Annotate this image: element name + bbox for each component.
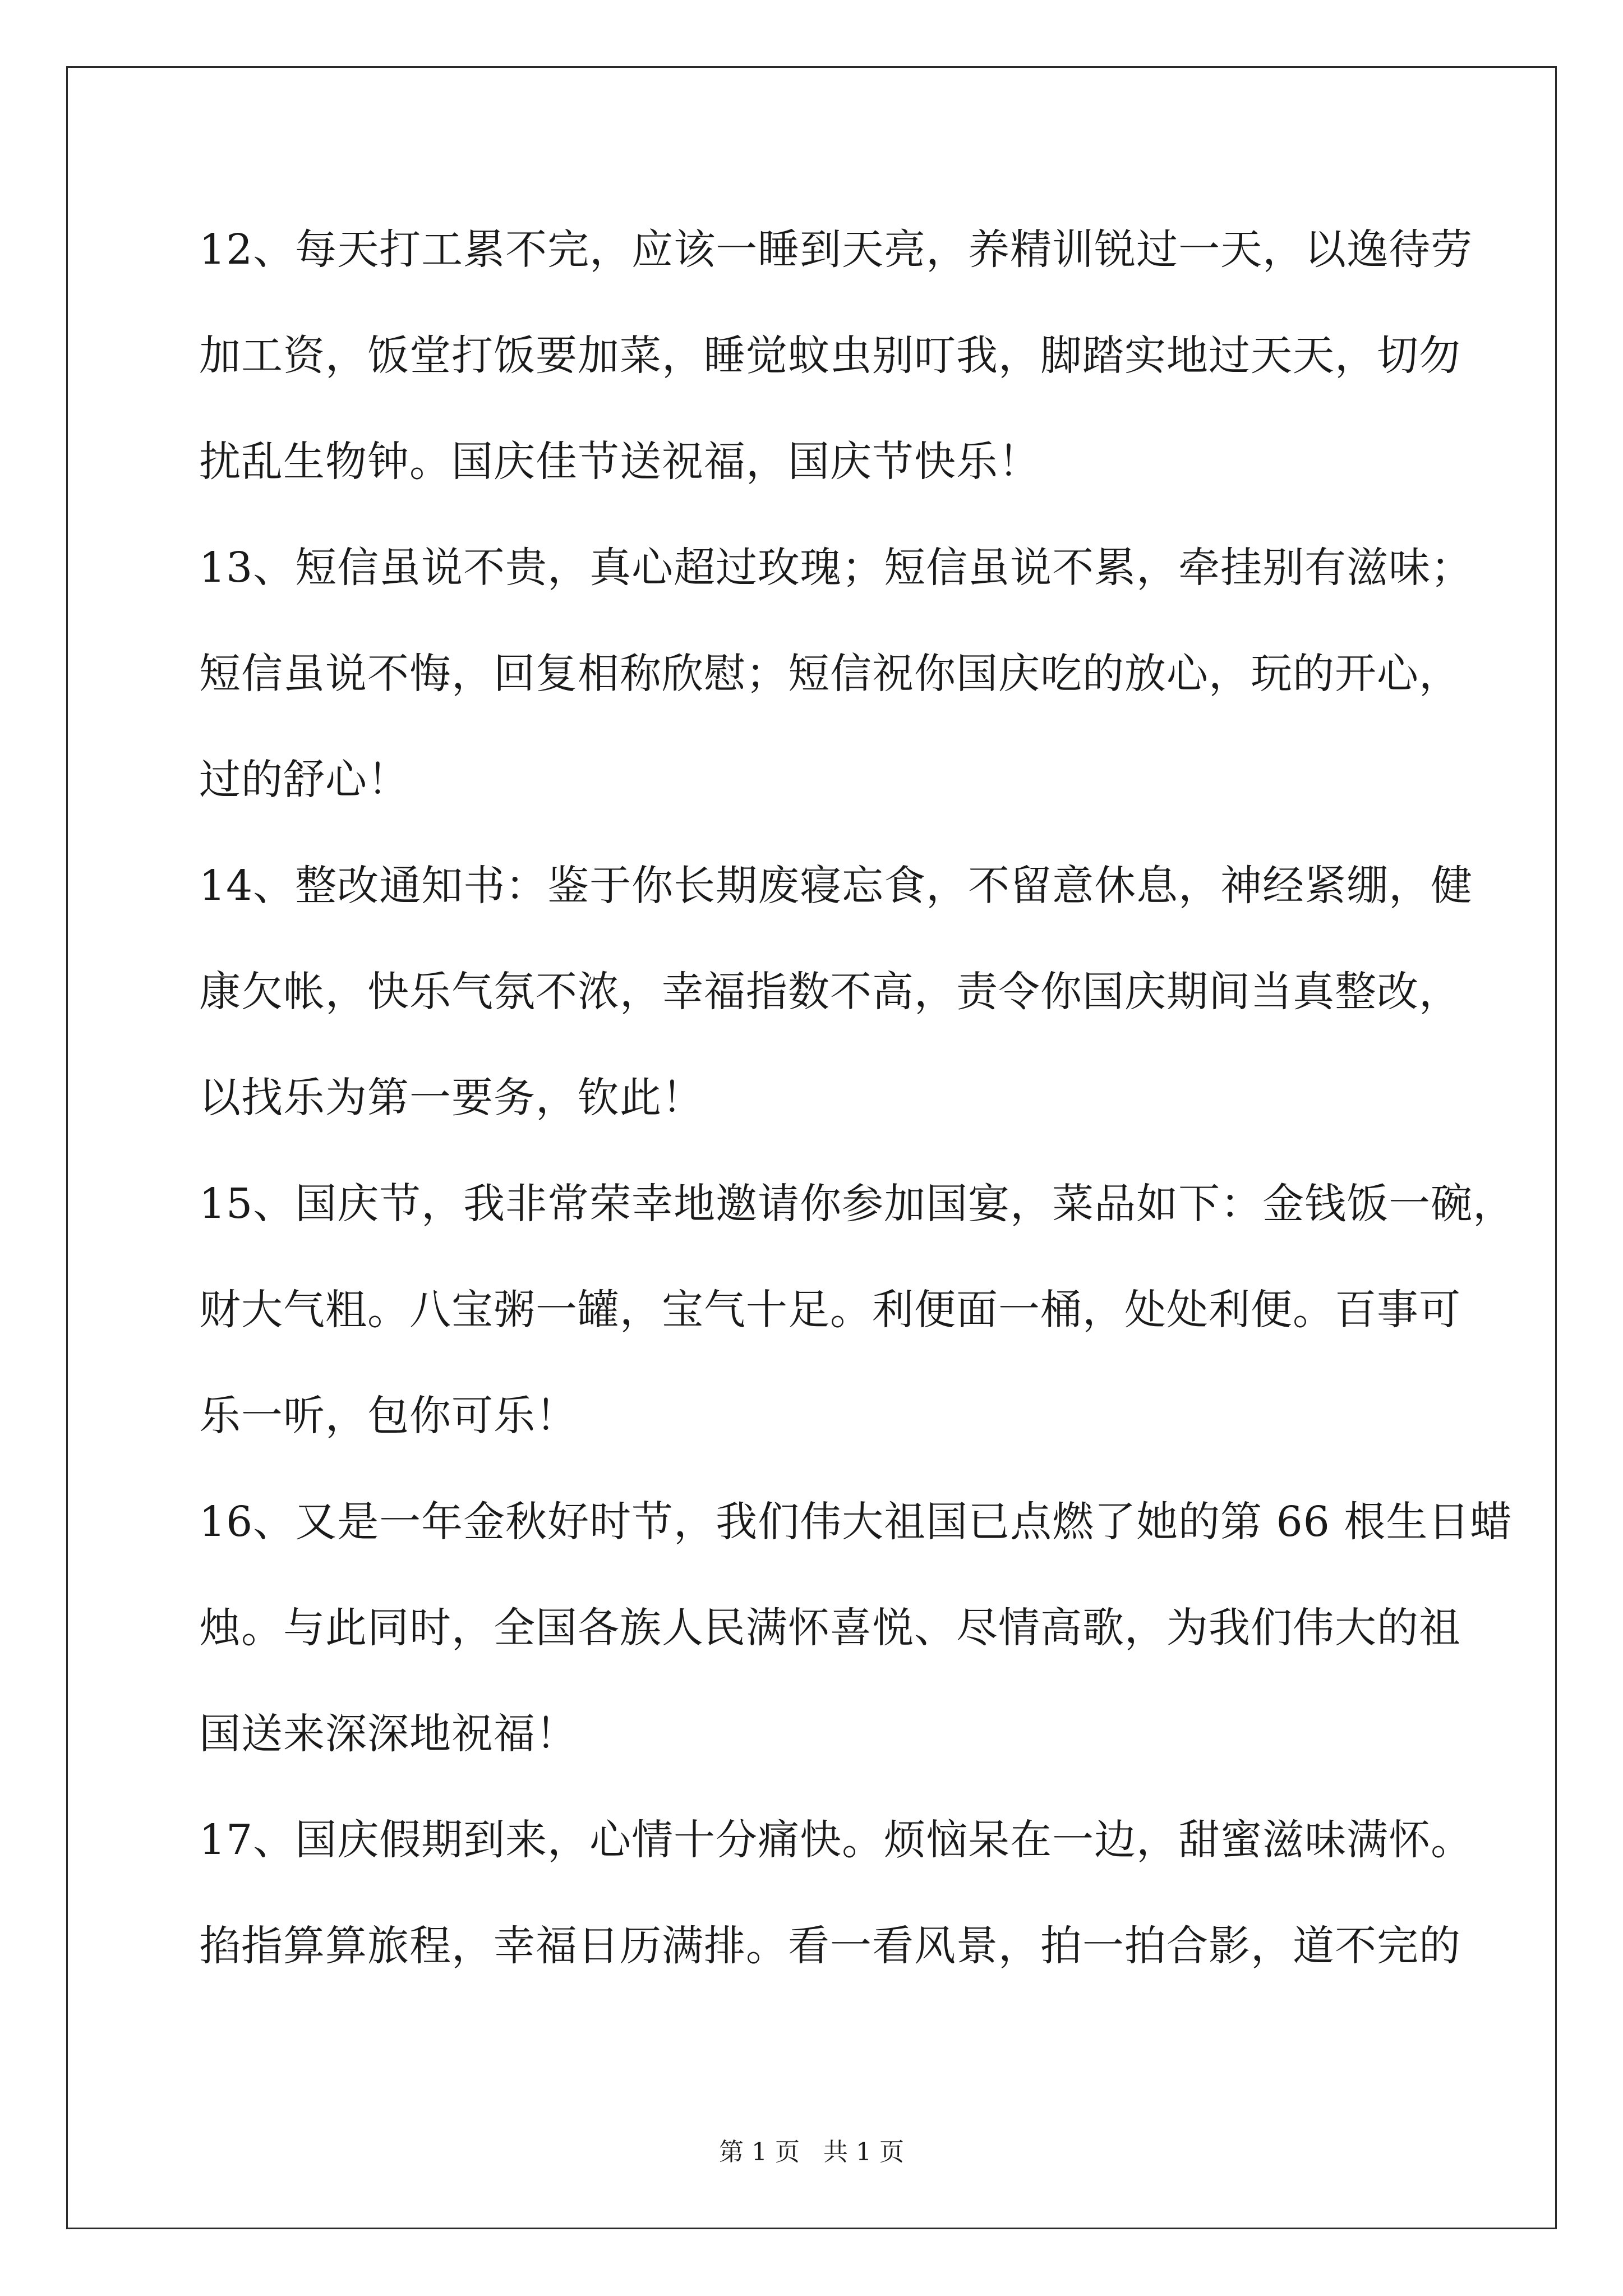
text-line: 16、又是一年金秋好时节，我们伟大祖国已点燃了她的第 66 根生日蜡 bbox=[199, 1498, 1513, 1546]
text-line: 13、短信虽说不贵，真心超过玫瑰；短信虽说不累，牵挂别有滋味； bbox=[199, 544, 1473, 592]
text-line: 短信虽说不悔，回复相称欣慰；短信祝你国庆吃的放心，玩的开心， bbox=[199, 650, 1461, 698]
text-line: 加工资，饭堂打饭要加菜，睡觉蚊虫别叮我，脚踏实地过天天，切勿 bbox=[199, 332, 1461, 380]
page-number-total: 共 1 页 bbox=[823, 2138, 904, 2166]
text-line: 财大气粗。八宝粥一罐，宝气十足。利便面一桶，处处利便。百事可 bbox=[199, 1286, 1461, 1334]
text-line: 12、每天打工累不完，应该一睡到天亮，养精训锐过一天，以逸待劳 bbox=[199, 226, 1473, 274]
text-line: 烛。与此同时，全国各族人民满怀喜悦、尽情高歌，为我们伟大的祖 bbox=[199, 1604, 1461, 1652]
text-line: 康欠帐，快乐气氛不浓，幸福指数不高，责令你国庆期间当真整改， bbox=[199, 968, 1461, 1016]
page-footer bbox=[0, 2132, 1623, 2168]
text-line: 14、整改通知书：鉴于你长期废寝忘食，不留意休息，神经紧绷，健 bbox=[199, 862, 1473, 910]
document-body bbox=[199, 219, 1515, 2021]
text-line: 15、国庆节，我非常荣幸地邀请你参加国宴，菜品如下：金钱饭一碗， bbox=[199, 1180, 1515, 1228]
text-line: 国送来深深地祝福！ bbox=[199, 1710, 578, 1758]
text-line: 17、国庆假期到来，心情十分痛快。烦恼呆在一边，甜蜜滋味满怀。 bbox=[199, 1816, 1473, 1864]
text-line: 乐一听，包你可乐！ bbox=[199, 1392, 578, 1440]
text-line: 扰乱生物钟。国庆佳节送祝福，国庆节快乐！ bbox=[199, 438, 1040, 486]
page-number-current: 第 1 页 bbox=[719, 2138, 800, 2166]
text-line: 以找乐为第一要务，钦此！ bbox=[199, 1074, 704, 1122]
text-line: 掐指算算旅程，幸福日历满排。看一看风景，拍一拍合影，道不完的 bbox=[199, 1922, 1461, 1970]
text-line: 过的舒心！ bbox=[199, 756, 409, 804]
